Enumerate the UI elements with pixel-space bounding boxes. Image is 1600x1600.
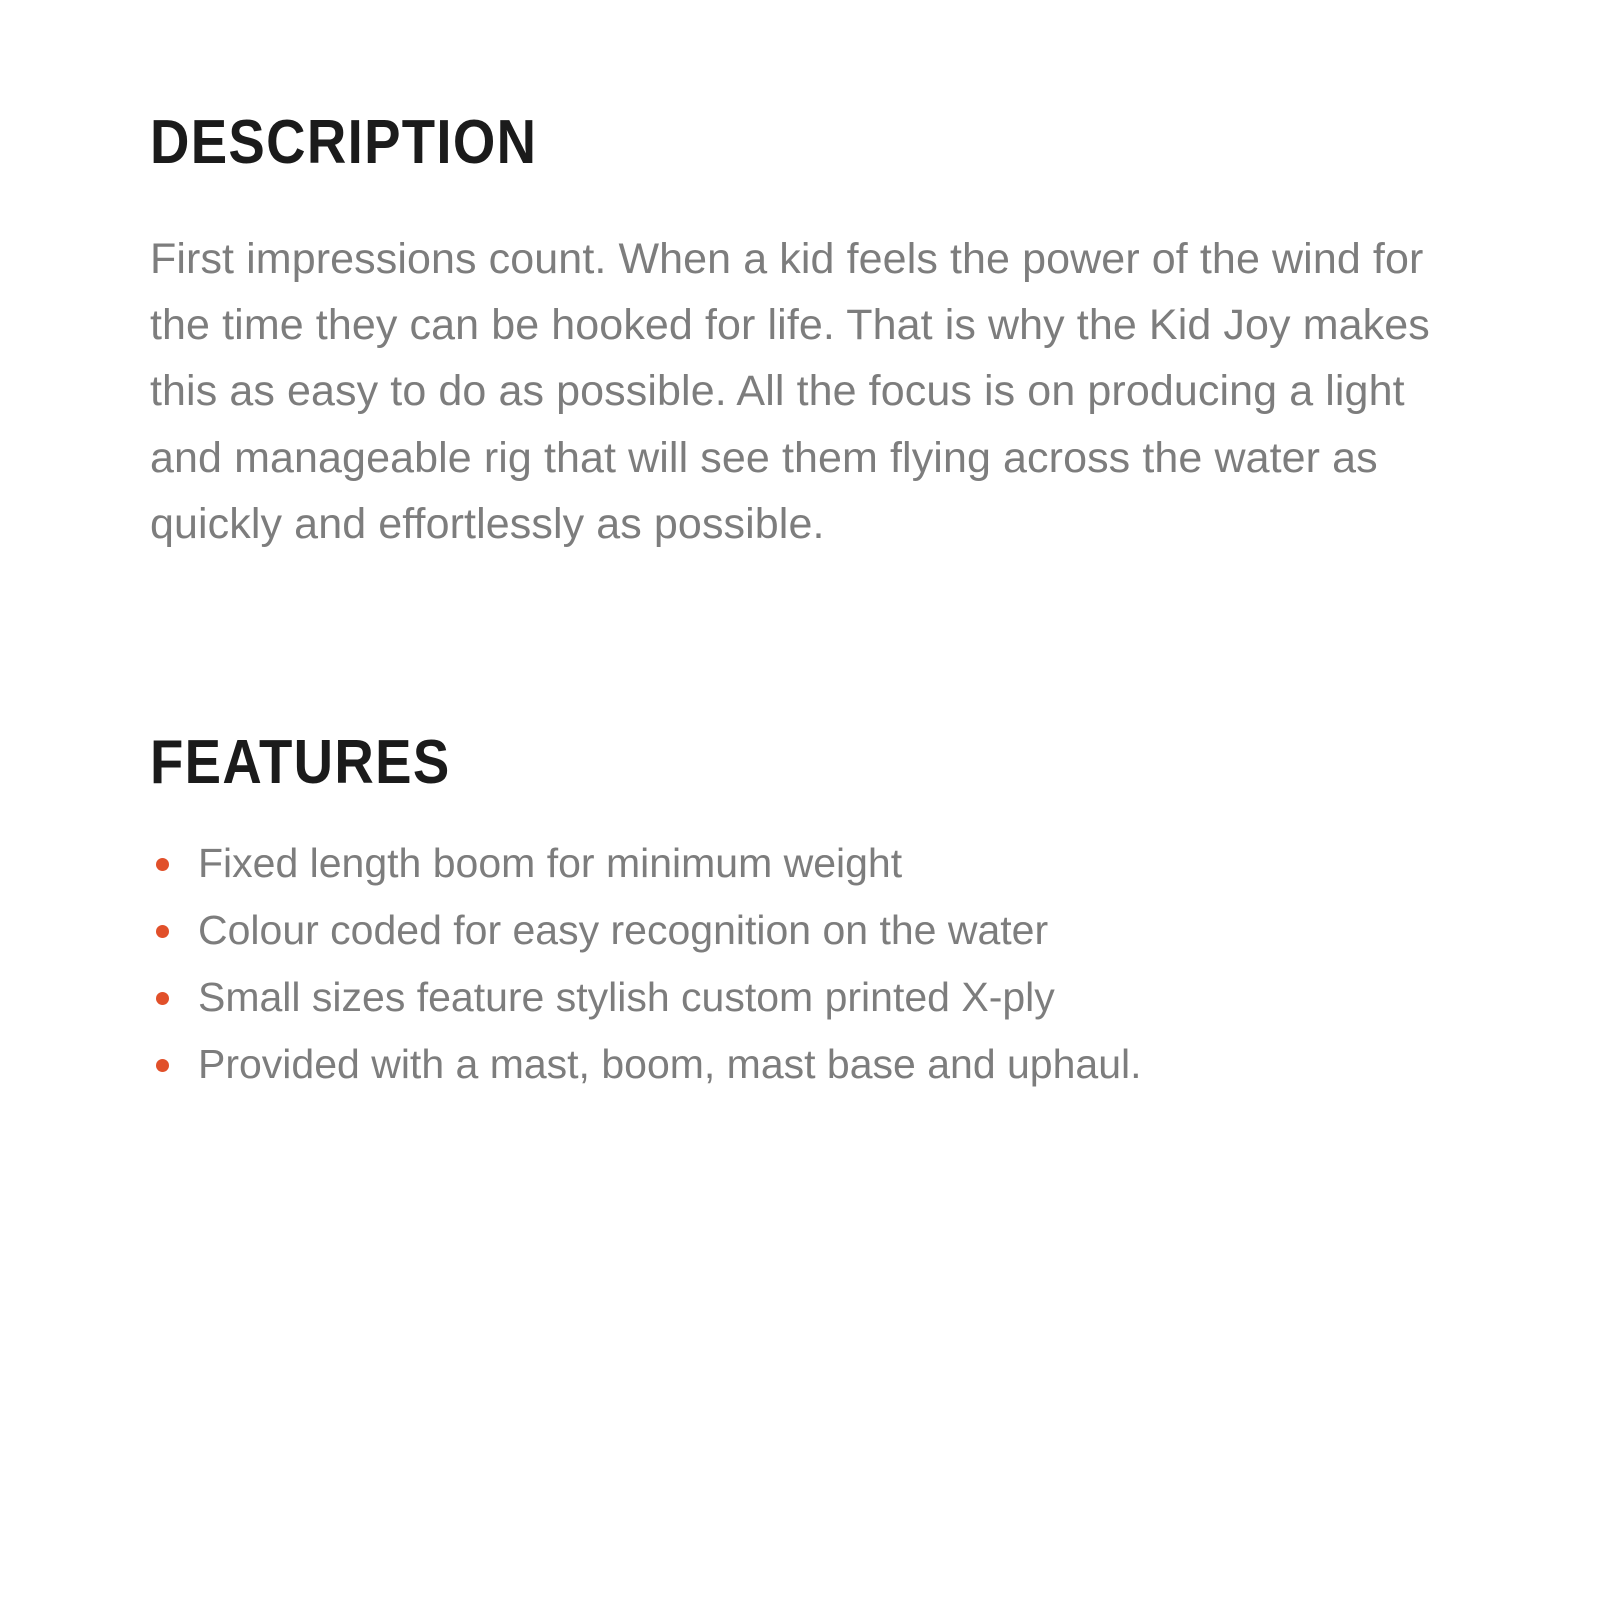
list-item bbox=[150, 834, 1450, 893]
features-list bbox=[150, 834, 1450, 1094]
bullet-icon bbox=[156, 925, 169, 938]
description-paragraph: First impressions count. When a kid feels the power of the wind for the time they can be hooked for life. That is why the Kid Joy makes this as easy to do as possible. All the focus is on producing a light and manageable rig that will see them flying across the water as quickly and effortlessly as possible. bbox=[150, 235, 1430, 548]
list-item bbox=[150, 901, 1450, 960]
list-item bbox=[150, 1035, 1450, 1094]
list-item-label: Small sizes feature stylish custom printed X-ply bbox=[198, 974, 1055, 1021]
description-section bbox=[150, 108, 1450, 557]
bullet-icon bbox=[156, 858, 169, 871]
list-item-label: Fixed length boom for minimum weight bbox=[198, 840, 903, 887]
list-item-label: Provided with a mast, boom, mast base and uphaul. bbox=[198, 1041, 1142, 1088]
features-section bbox=[150, 728, 1450, 1094]
bullet-icon bbox=[156, 992, 169, 1005]
description-body bbox=[150, 226, 1450, 557]
list-item-label: Colour coded for easy recognition on the water bbox=[198, 907, 1049, 954]
bullet-icon bbox=[156, 1059, 169, 1072]
description-heading: DESCRIPTION bbox=[150, 108, 538, 177]
list-item bbox=[150, 968, 1450, 1027]
features-heading: FEATURES bbox=[150, 728, 451, 798]
